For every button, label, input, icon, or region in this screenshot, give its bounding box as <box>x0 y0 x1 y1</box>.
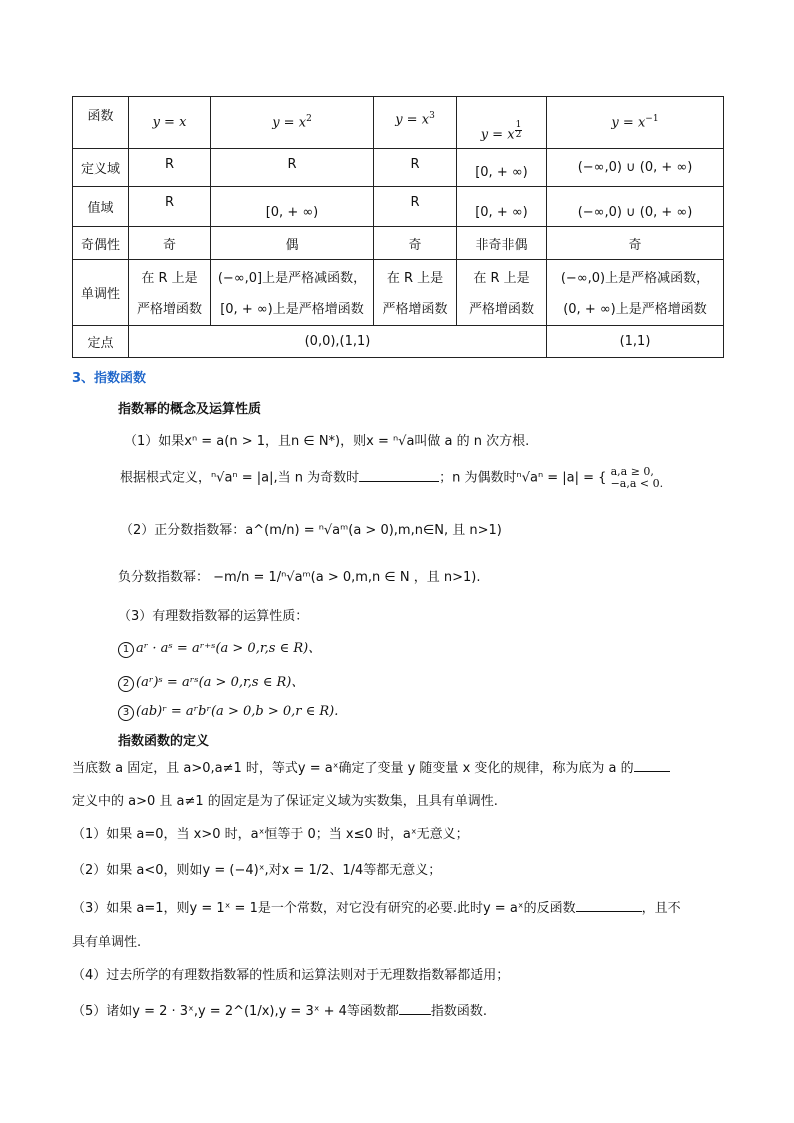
row-label: 奇偶性 <box>73 227 129 259</box>
paragraph-definition-note: 定义中的 a>0 且 a≠1 的固定是为了保证定义域为实数集，且具有单调性. <box>72 794 498 809</box>
table-cell: (−∞,0)上是严格减函数， (0, + ∞)上是严格增函数 <box>547 259 724 325</box>
header-y-x-inv: $y = x^{-1}$ <box>547 97 724 149</box>
paragraph-case-1: （1）如果 a=0，当 x>0 时，aˣ恒等于 0；当 x≤0 时，aˣ无意义； <box>72 827 469 842</box>
table-cell: 奇 <box>547 227 724 259</box>
table-cell: (−∞,0]上是严格减函数， [0, + ∞)上是严格增函数 <box>211 259 374 325</box>
answer-blank[interactable] <box>576 900 642 912</box>
answer-blank[interactable] <box>399 1003 431 1015</box>
section-title: 3、指数函数 <box>72 371 147 386</box>
row-label: 定点 <box>73 325 129 357</box>
table-cell: R <box>374 149 457 187</box>
rule-2: 2 (aʳ)ˢ = aʳˢ(a > 0,r,s ∈ R)、 <box>118 671 304 692</box>
circled-number-1: 1 <box>118 642 134 658</box>
rule-3: 3 (ab)ʳ = aʳbʳ(a > 0,b > 0,r ∈ R). <box>118 704 338 721</box>
table-cell: [0, + ∞) <box>457 187 547 227</box>
table-cell: (0,0),(1,1) <box>129 325 547 357</box>
circled-number-2: 2 <box>118 676 134 692</box>
table-cell: 非奇非偶 <box>457 227 547 259</box>
table-cell: 在 R 上是 严格增函数 <box>374 259 457 325</box>
table-row-range <box>73 187 724 227</box>
table-cell: (1,1) <box>547 325 724 357</box>
paragraph-definition: 当底数 a 固定，且 a>0,a≠1 时，等式y = aˣ确定了变量 y 随变量 x 变化的规律，称为底为 a 的 <box>72 757 670 776</box>
table-cell: R <box>129 149 211 187</box>
paragraph-case-2: （2）如果 a<0，则如y = (−4)ˣ,对x = 1/2、1/4等都无意义； <box>72 863 442 878</box>
row-label: 值域 <box>73 187 129 227</box>
header-y-x: y = x <box>129 97 211 149</box>
subsection-title-exponent: 指数幂的概念及运算性质 <box>118 402 262 417</box>
table-row-domain <box>73 149 724 187</box>
row-label: 单调性 <box>73 259 129 325</box>
rule-1: 1 aʳ · aˢ = aʳ⁺ˢ(a > 0,r,s ∈ R)、 <box>118 637 321 658</box>
paragraph-case-5: （5）诸如y = 2 · 3ˣ,y = 2^(1/x),y = 3ˣ + 4等函数都 指数函数. <box>72 1004 488 1019</box>
table-cell: 奇 <box>129 227 211 259</box>
paragraph-nth-root: （1）如果xⁿ = a(n > 1，且n ∈ N*)，则x = ⁿ√a叫做 a 的 n 次方根. <box>124 434 530 449</box>
paragraph-rational-rules: （3）有理数指数幂的运算性质： <box>118 609 309 624</box>
table-cell: (−∞,0) ∪ (0, + ∞) <box>547 187 724 227</box>
function-properties-table <box>72 96 723 358</box>
table-cell: 在 R 上是 严格增函数 <box>457 259 547 325</box>
table-cell: 偶 <box>211 227 374 259</box>
header-y-x3: $y = x^3$ <box>374 97 457 149</box>
circled-number-3: 3 <box>118 705 134 721</box>
piecewise-cases: a,a ≥ 0, −a,a < 0. <box>610 465 664 490</box>
table-cell: 在 R 上是 严格增函数 <box>129 259 211 325</box>
table-cell: R <box>374 187 457 227</box>
table-cell: 奇 <box>374 227 457 259</box>
paragraph-radical-definition: 根据根式定义，ⁿ√aⁿ = |a|,当 n 为奇数时 ；n 为偶数时ⁿ√aⁿ = |a| = { a,a ≥ 0, −a,a < 0. <box>120 465 664 490</box>
table-cell: R <box>211 149 374 187</box>
table-header-row <box>73 97 724 149</box>
header-y-x2: $y = x^2$ <box>211 97 374 149</box>
table-cell: R <box>129 187 211 227</box>
header-y-x-half: y = x $^{\frac{1}{2}}$ <box>457 97 547 149</box>
table-row-fixed-point <box>73 325 724 357</box>
table-row-parity <box>73 227 724 259</box>
row-label: 定义域 <box>73 149 129 187</box>
table-row-monotonicity <box>73 259 724 325</box>
paragraph-positive-fraction-power: （2）正分数指数幂：a^(m/n) = ⁿ√aᵐ(a > 0),m,n∈N, 且 n>1) <box>120 523 502 538</box>
answer-blank[interactable] <box>359 470 439 482</box>
paragraph-case-4: （4）过去所学的有理数指数幂的性质和运算法则对于无理数指数幂都适用； <box>72 968 510 983</box>
table-cell: [0, + ∞) <box>457 149 547 187</box>
paragraph-case-3: （3）如果 a=1，则y = 1ˣ = 1是一个常数，对它没有研究的必要.此时y = aˣ的反函数 ，且不 <box>72 901 681 916</box>
table-cell: [0, + ∞) <box>211 187 374 227</box>
paragraph-negative-fraction-power: 负分数指数幂： −m/n = 1/ⁿ√aᵐ(a > 0,m,n ∈ N ，且 n>1). <box>118 570 481 585</box>
table-cell: (−∞,0) ∪ (0, + ∞) <box>547 149 724 187</box>
subsection-title-definition: 指数函数的定义 <box>118 734 210 749</box>
paragraph-case-3-cont: 具有单调性. <box>72 935 142 950</box>
answer-blank[interactable] <box>634 760 670 772</box>
header-function: 函数 <box>73 97 129 149</box>
